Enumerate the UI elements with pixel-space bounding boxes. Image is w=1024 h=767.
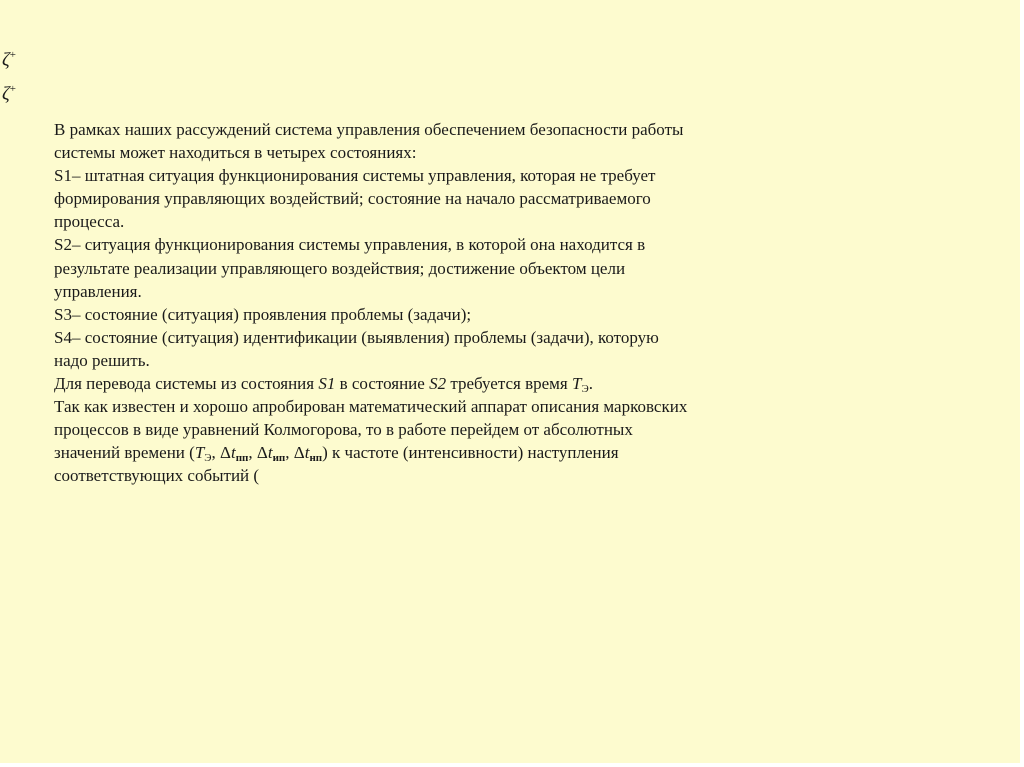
- slide-bottom-border: [0, 763, 1024, 767]
- state-s2-line: результате реализации управляющего воздействия; достижение объектом цели: [54, 258, 626, 278]
- slide-text: [54, 118, 834, 488]
- transition-line: Для перевода системы из состояния S1 в состояние S2 требуется время $T_Э$.: [54, 374, 593, 396]
- state-s1-line: процесса.: [54, 212, 125, 232]
- paragraph-line: системы может находиться в четырех состояниях:: [54, 143, 417, 163]
- zeta-plus-symbol: ζ+: [2, 49, 16, 71]
- state-s4-line: надо решить.: [54, 350, 150, 370]
- state-s3-line: S3– состояние (ситуация) проявления проблемы (задачи);: [54, 304, 472, 324]
- state-s1-line: формирования управляющих воздействий; состояние на начало рассматриваемого: [54, 189, 651, 209]
- paragraph-line: Так как известен и хорошо апробирован математический аппарат описания марковских: [54, 397, 688, 417]
- paragraph-line: В рамках наших рассуждений система управления обеспечением безопасности работы: [54, 120, 684, 139]
- state-s2-line: S2– ситуация функционирования системы управления, в которой она находится в: [54, 235, 646, 255]
- state-s1-line: S1– штатная ситуация функционирования системы управления, которая не требует: [54, 166, 656, 186]
- state-s4-line: S4– состояние (ситуация) идентификации (выявления) проблемы (задачи), которую: [54, 327, 659, 347]
- time-values-line: значений времени ($T_Э$, $\Delta t_{пп}$, $\Delta t_{ип}$, $\Delta t_{нп}$) к частоте (интенсивности) наступления: [54, 443, 619, 465]
- paragraph-line: соответствующих событий (: [54, 466, 260, 486]
- paragraph-line: процессов в виде уравнений Колмогорова, то в работе перейдем от абсолютных: [54, 420, 633, 440]
- zeta-plus-symbol: ζ+: [2, 83, 16, 105]
- state-s2-line: управления.: [54, 281, 142, 301]
- slide-right-border: [1020, 0, 1024, 767]
